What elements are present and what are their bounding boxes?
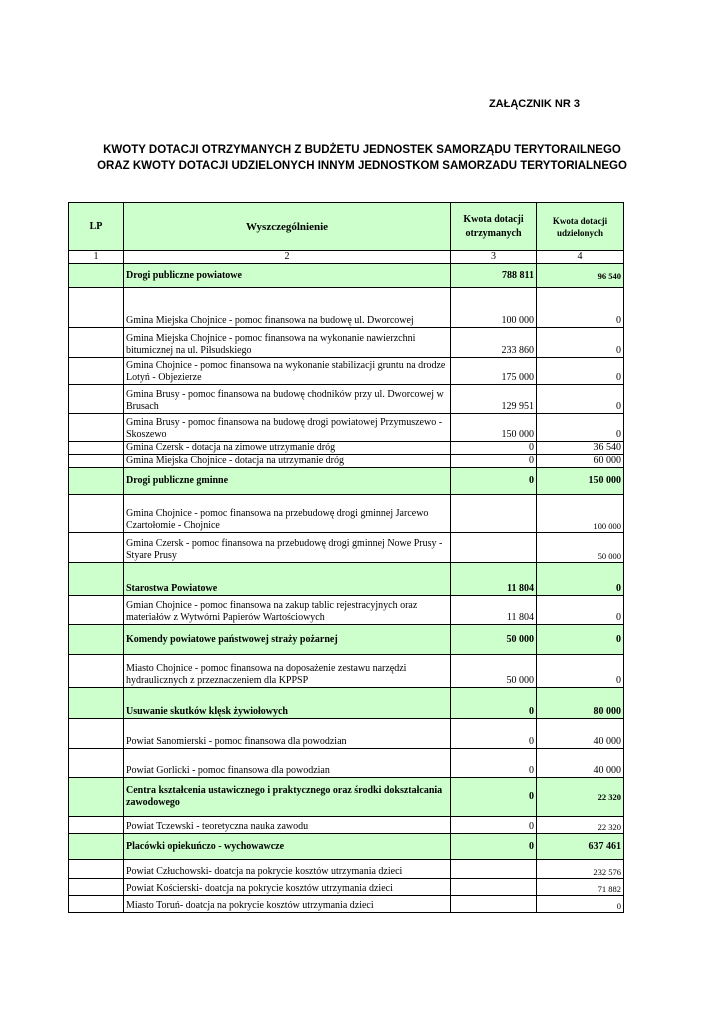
- row-received: 11 804: [451, 596, 537, 625]
- header-received-line1: Kwota dotacji: [463, 213, 524, 225]
- row-description: Powiat Tczewski - teoretyczna nauka zawodu: [124, 817, 451, 834]
- section-row: [69, 468, 624, 495]
- row-received: [451, 879, 537, 896]
- row-received: [451, 896, 537, 913]
- table-row: [69, 719, 624, 749]
- row-received: 0: [451, 719, 537, 749]
- row-received: 0: [451, 817, 537, 834]
- table-row: [69, 288, 624, 328]
- row-description: Gmina Chojnice - pomoc finansowa na wykonanie stabilizacji gruntu na drodze Lotyń - Objezierze: [124, 358, 451, 385]
- section-granted: 0: [537, 563, 624, 596]
- row-description: Gmina Miejska Chojnice - pomoc finansowa na budowę ul. Dworcowej: [124, 288, 451, 328]
- row-granted: 0: [537, 328, 624, 358]
- section-name: Komendy powiatowe państwowej straży pożarnej: [124, 625, 451, 655]
- section-granted: 637 461: [537, 834, 624, 860]
- row-received: [451, 860, 537, 879]
- row-granted: 0: [537, 414, 624, 442]
- row-granted: 0: [537, 655, 624, 688]
- section-name: Centra kształcenia ustawicznego i praktycznego oraz środki dokształcania zawodowego: [124, 778, 451, 817]
- row-granted: 100 000: [537, 495, 624, 533]
- row-granted: 0: [537, 358, 624, 385]
- row-received: 150 000: [451, 414, 537, 442]
- section-granted: 0: [537, 625, 624, 655]
- table-row: [69, 495, 624, 533]
- row-received: 129 951: [451, 385, 537, 414]
- row-description: Gmian Chojnice - pomoc finansowa na zakup tablic rejestracyjnych oraz materiałów z Wytwórni Papierów Wartościowych: [124, 596, 451, 625]
- table-row: [69, 896, 624, 913]
- column-number: 2: [124, 251, 451, 264]
- section-received: 0: [451, 468, 537, 495]
- section-received: 0: [451, 688, 537, 719]
- row-description: Miasto Chojnice - pomoc finansowa na doposażenie zestawu narzędzi hydraulicznych z przeznaczeniem dla KPPSP: [124, 655, 451, 688]
- table-row: [69, 442, 624, 455]
- section-name: Starostwa Powiatowe: [124, 563, 451, 596]
- annex-label: ZAŁĄCZNIK NR 3: [488, 98, 580, 110]
- row-description: Gmina Czersk - dotacja na zimowe utrzymanie dróg: [124, 442, 451, 455]
- row-granted: 36 540: [537, 442, 624, 455]
- table-row: [69, 358, 624, 385]
- column-number: 4: [537, 251, 624, 264]
- row-description: Gmina Brusy - pomoc finansowa na budowę drogi powiatowej Przymuszewo - Skoszewo: [124, 414, 451, 442]
- header-granted-line1: Kwota dotacji: [552, 215, 608, 226]
- row-description: Gmina Miejska Chojnice - dotacja na utrzymanie dróg: [124, 455, 451, 468]
- row-description: Powiat Gorlicki - pomoc finansowa dla powodzian: [124, 749, 451, 778]
- section-row: [69, 688, 624, 719]
- column-number: 3: [451, 251, 537, 264]
- row-received: 0: [451, 442, 537, 455]
- row-received: 175 000: [451, 358, 537, 385]
- section-name: Drogi publiczne powiatowe: [124, 264, 451, 288]
- row-description: Powiat Kościerski- doatcja na pokrycie kosztów utrzymania dzieci: [124, 879, 451, 896]
- table-row: [69, 414, 624, 442]
- section-name: Placówki opiekuńczo - wychowawcze: [124, 834, 451, 860]
- section-received: 50 000: [451, 625, 537, 655]
- row-received: [451, 533, 537, 563]
- row-description: Powiat Sanomierski - pomoc finansowa dla powodzian: [124, 719, 451, 749]
- row-granted: 0: [537, 288, 624, 328]
- table-header-row: [69, 203, 624, 251]
- section-name: Drogi publiczne gminne: [124, 468, 451, 495]
- section-granted: 80 000: [537, 688, 624, 719]
- section-granted: 22 320: [537, 778, 624, 817]
- row-granted: 0: [537, 896, 624, 913]
- row-granted: 40 000: [537, 749, 624, 778]
- section-row: [69, 778, 624, 817]
- table-row: [69, 655, 624, 688]
- row-received: 233 860: [451, 328, 537, 358]
- row-granted: 60 000: [537, 455, 624, 468]
- header-granted: [537, 203, 624, 251]
- row-granted: 22 320: [537, 817, 624, 834]
- row-received: 0: [451, 749, 537, 778]
- column-number: 1: [69, 251, 124, 264]
- section-row: [69, 834, 624, 860]
- table-row: [69, 817, 624, 834]
- table-row: [69, 749, 624, 778]
- section-granted: 150 000: [537, 468, 624, 495]
- grants-table: [68, 202, 624, 913]
- row-granted: 0: [537, 385, 624, 414]
- row-granted: 71 882: [537, 879, 624, 896]
- header-received-line2: otrzymanych: [465, 227, 522, 239]
- document-title: [0, 142, 724, 174]
- row-granted: 232 576: [537, 860, 624, 879]
- row-description: Gmina Czersk - pomoc finansowa na przebudowę drogi gminnej Nowe Prusy - Styare Prusy: [124, 533, 451, 563]
- section-received: 0: [451, 834, 537, 860]
- header-received: [451, 203, 537, 251]
- section-row: [69, 264, 624, 288]
- row-received: 100 000: [451, 288, 537, 328]
- section-name: Usuwanie skutków klęsk żywiołowych: [124, 688, 451, 719]
- section-received: 0: [451, 778, 537, 817]
- table-row: [69, 533, 624, 563]
- row-granted: 50 000: [537, 533, 624, 563]
- title-line-1: KWOTY DOTACJI OTRZYMANYCH Z BUDŻETU JEDNOSTEK SAMORZĄDU TERYTORAILNEGO: [103, 144, 621, 156]
- title-line-2: ORAZ KWOTY DOTACJI UDZIELONYCH INNYM JEDNOSTKOM SAMORZADU TERYTORIALNEGO: [97, 160, 627, 172]
- row-granted: 40 000: [537, 719, 624, 749]
- table-row: [69, 596, 624, 625]
- row-description: Powiat Człuchowski- doatcja na pokrycie kosztów utrzymania dzieci: [124, 860, 451, 879]
- table-row: [69, 328, 624, 358]
- section-received: 11 804: [451, 563, 537, 596]
- section-row: [69, 563, 624, 596]
- row-description: Gmina Miejska Chojnice - pomoc finansowa na wykonanie nawierzchni bitumicznej na ul. Piłsudskiego: [124, 328, 451, 358]
- header-granted-line2: udzielonych: [556, 227, 603, 238]
- section-row: [69, 625, 624, 655]
- section-received: 788 811: [451, 264, 537, 288]
- table-row: [69, 860, 624, 879]
- row-received: [451, 495, 537, 533]
- row-description: Gmina Brusy - pomoc finansowa na budowę chodników przy ul. Dworcowej w Brusach: [124, 385, 451, 414]
- table-row: [69, 385, 624, 414]
- row-received: 50 000: [451, 655, 537, 688]
- row-received: 0: [451, 455, 537, 468]
- row-description: Miasto Toruń- doatcja na pokrycie kosztów utrzymania dzieci: [124, 896, 451, 913]
- header-description: Wyszczególnienie: [124, 203, 451, 251]
- row-granted: 0: [537, 596, 624, 625]
- section-granted: 96 540: [537, 264, 624, 288]
- table-row: [69, 879, 624, 896]
- row-description: Gmina Chojnice - pomoc finansowa na przebudowę drogi gminnej Jarcewo Czartołomie - Chojnice: [124, 495, 451, 533]
- column-numbers-row: [69, 251, 624, 264]
- table-row: [69, 455, 624, 468]
- header-lp: LP: [69, 203, 124, 251]
